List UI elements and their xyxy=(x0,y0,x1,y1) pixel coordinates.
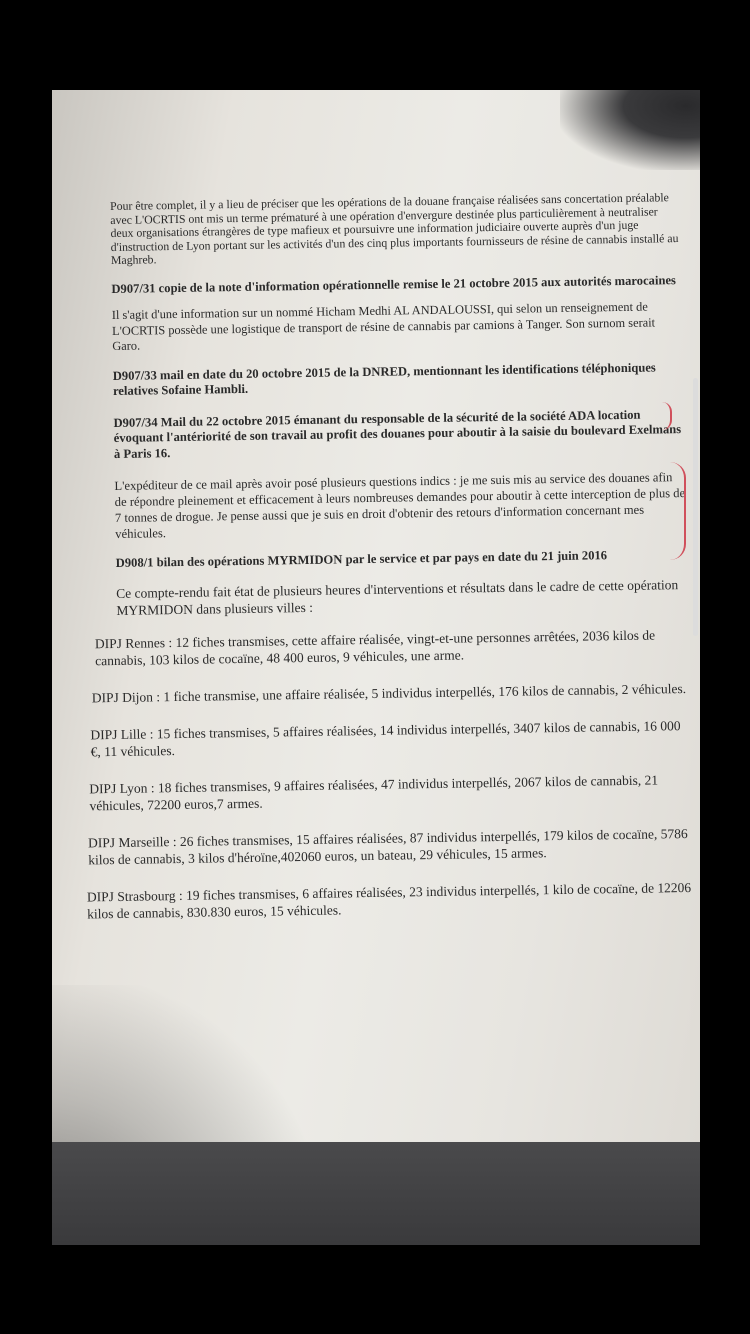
city-marseille: DIPJ Marseille : 26 fiches transmises, 15 affaires réalisées, 87 individus interpellés, 179 kilos de cocaïne, 5786 kilos de cannabis, 3 kilos d'héroïne,402060 euros, un bateau, 29 véhicules, 15 armes. xyxy=(87,825,688,868)
city-strasbourg: DIPJ Strasbourg : 19 fiches transmises, 6 affaires réalisées, 23 individus interpellés, 1 kilo de cocaïne, de 12206 kilos de cannabis, 830.830 euros, 15 véhicules. xyxy=(86,879,692,922)
scrollbar-thumb[interactable] xyxy=(693,378,698,636)
intro-paragraph: Pour être complet, il y a lieu de préciser que les opérations de la douane française réalisées sans concertation préalable avec L'OCRTIS ont mis un terme prématuré à une opération d'envergure destinée plus particulièrement à neutraliser deux organisations étrangères de type mafieux et poursuivre une information judiciaire ouverte auprès d'un juge d'instruction de Lyon portant sur les activités d'un des cinq plus importants fournisseurs de résine de cannabis installé au Maghreb. xyxy=(109,190,679,268)
d907-33-heading: D907/33 mail en date du 20 octobre 2015 de la DNRED, mentionnant les identifications téléphoniques relatives Sofaine Hambli. xyxy=(112,360,656,399)
city-dijon: DIPJ Dijon : 1 fiche transmise, une affaire réalisée, 5 individus interpellés, 176 kilos de cannabis, 2 véhicules. xyxy=(91,680,687,706)
table-surface xyxy=(52,1142,700,1245)
d907-31-paragraph: Il s'agit d'une information sur un nommé Hicham Medhi AL ANDALOUSSI, qui selon un renseignement de L'OCRTIS possède une logistique de transport de résine de cannabis par camions à Tanger. Son surnom serait Garo. xyxy=(111,300,656,354)
document-text xyxy=(86,190,693,922)
d907-34-paragraph: L'expéditeur de ce mail après avoir posé plusieurs questions indics : je me suis mis au service des douanes afin de répondre pleinement et efficacement à leurs nombreuses demandes pour aboutir à cette interception de plus de 7 tonnes de drogue. Je pense aussi que je suis en droit d'obtenir des retours d'information concernant mes véhicules. xyxy=(114,470,686,542)
city-lille: DIPJ Lille : 15 fiches transmises, 5 affaires réalisées, 14 individus interpellés, 3407 kilos de cannabis, 16 000 €, 11 véhicules. xyxy=(90,718,681,760)
d908-1-paragraph: Ce compte-rendu fait état de plusieurs heures d'interventions et résultats dans le cadre de cette opération MYRMIDON dans plusieurs villes : xyxy=(116,577,679,618)
d908-1-heading: D908/1 bilan des opérations MYRMIDON par le service et par pays en date du 21 juin 2016 xyxy=(115,548,608,571)
dark-corner xyxy=(560,90,700,170)
city-rennes: DIPJ Rennes : 12 fiches transmises, cette affaire réalisée, vingt-et-une personnes arrêtées, 2036 kilos de cannabis, 103 kilos de cocaïne, 48 400 euros, 9 véhicules, une arme. xyxy=(94,627,656,669)
d907-31-heading: D907/31 copie de la note d'information opérationnelle remise le 21 octobre 2015 aux autorités marocaines xyxy=(111,273,677,296)
d907-34-heading: D907/34 Mail du 22 octobre 2015 émanant du responsable de la sécurité de la société ADA location évoquant l'antériorité de son travail au profit des douanes pour aboutir à la saisie du boulevard Exelmans à Paris 16. xyxy=(113,407,682,461)
city-lyon: DIPJ Lyon : 18 fiches transmises, 9 affaires réalisées, 47 individus interpellés, 2067 kilos de cannabis, 21 véhicules, 72200 euros,7 armes. xyxy=(89,772,659,814)
red-bracket-mark-large xyxy=(670,462,686,560)
